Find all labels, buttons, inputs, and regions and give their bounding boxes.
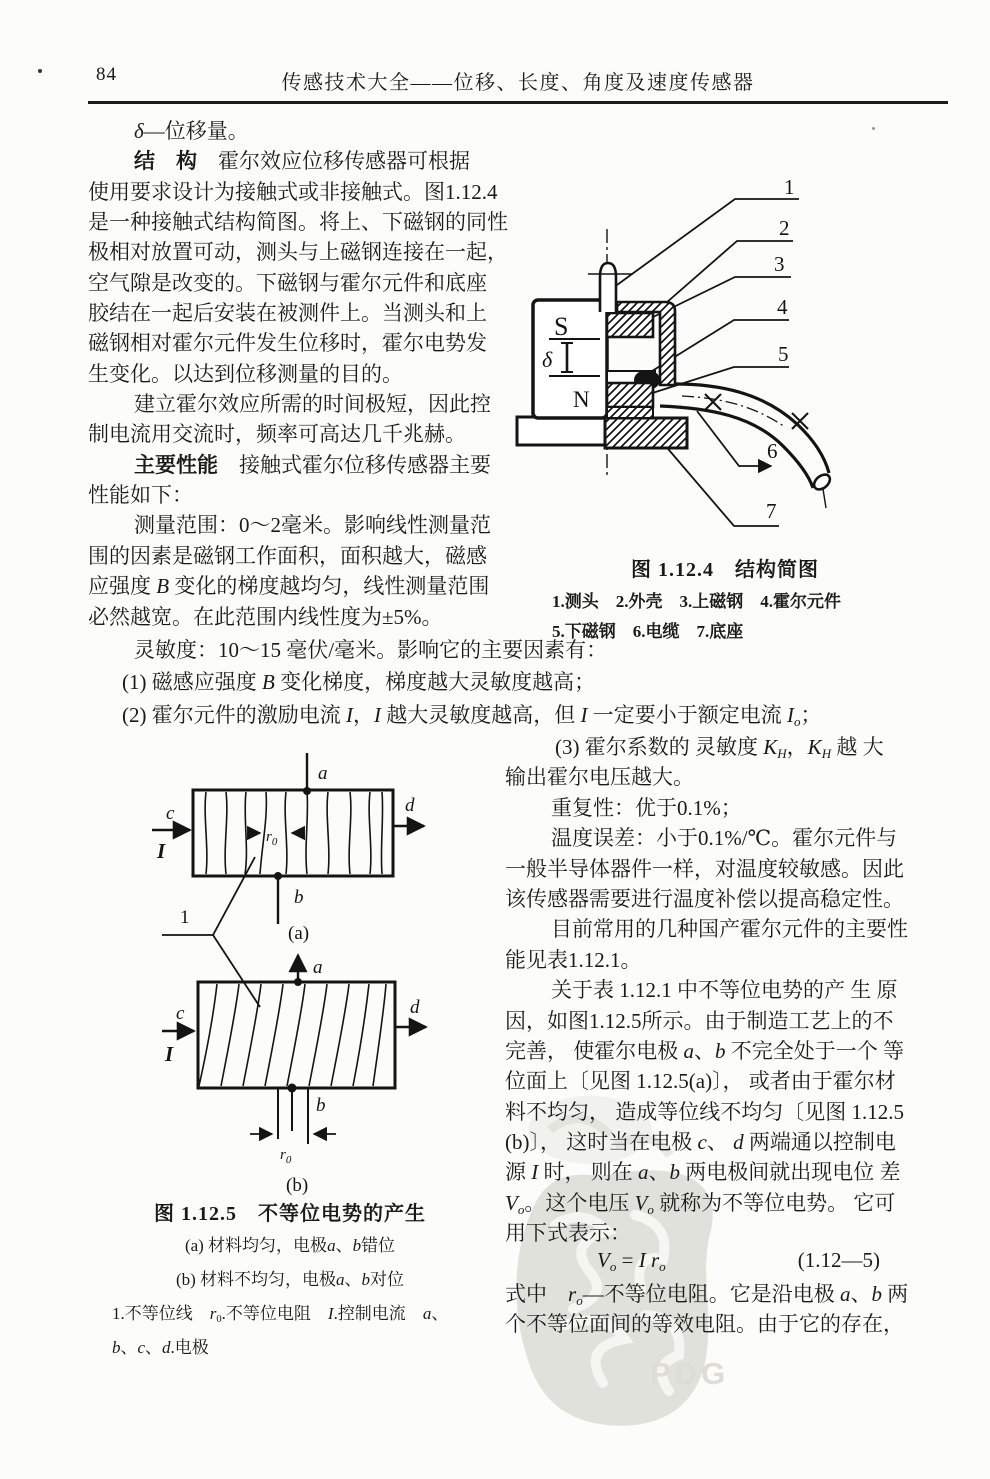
text-segment: I xyxy=(327,1304,334,1323)
text-segment: 一般半导体器件一样，对温度较敏感。因此 xyxy=(505,856,904,881)
text-segment: a xyxy=(422,1304,432,1323)
text-line xyxy=(505,1035,948,1065)
label-r0: $r_0$ xyxy=(280,1147,292,1166)
diagram-a xyxy=(152,753,424,1007)
text-segment: o xyxy=(659,1258,666,1274)
text-segment: 两 xyxy=(881,1282,909,1307)
text-segment: (2) 霍尔元件的激励电流 xyxy=(122,702,346,727)
text-segment: 越大灵敏度越高，但 xyxy=(381,702,581,727)
text-segment: ； xyxy=(800,702,822,727)
text-line xyxy=(505,731,948,761)
text-segment: 应强度 xyxy=(88,574,157,599)
text-line xyxy=(505,1217,948,1247)
text-segment: 是一种接触式结构简图。将上、下磁钢的同性 xyxy=(88,210,508,235)
label-sub-b: (b) xyxy=(286,1175,309,1196)
running-header-title: 传感技术大全——位移、长度、角度及速度传感器 xyxy=(281,72,755,94)
text-segment: r xyxy=(568,1282,577,1307)
text-segment: a xyxy=(638,1160,649,1185)
text-segment: 变化的梯度越均匀，线性测量范围 xyxy=(169,574,490,599)
text-line xyxy=(505,913,948,943)
label-sub-a: (a) xyxy=(288,923,310,944)
text-segment: o xyxy=(647,1201,654,1217)
text-segment: 式中 xyxy=(505,1282,568,1307)
text-segment: ， xyxy=(353,702,374,727)
callout-7-base: 7 xyxy=(766,499,777,523)
text-segment: 位面上〔见图 1.12.5(a)〕， 或者由于霍尔材 xyxy=(505,1069,896,1094)
text-segment: 料不均匀， 造成等位线不均匀〔见图 1.12.5 xyxy=(505,1099,904,1124)
text-segment: b xyxy=(871,1282,882,1307)
text-line xyxy=(88,601,498,631)
text-line xyxy=(505,792,948,822)
text-segment: 图 1.12.5 不等位电势的产生 xyxy=(154,1203,426,1225)
text-segment: 必然越宽。在此范围内线性度为±5%。 xyxy=(88,604,443,629)
text-line xyxy=(88,540,498,570)
label-electrode-b: b xyxy=(316,1095,326,1116)
text-segment: V xyxy=(597,1247,610,1272)
callout-4-hall-element: 4 xyxy=(777,295,788,319)
text-segment: 不完全处于一个 等 xyxy=(725,1038,904,1063)
label-electrode-b: b xyxy=(294,887,304,908)
text-segment: 、 xyxy=(694,1038,715,1063)
figure-structure-diagram xyxy=(505,155,965,555)
text-segment: b xyxy=(715,1038,726,1063)
text-segment: 目前常用的几种国产霍尔元件的主要性 xyxy=(551,917,908,942)
text-segment: 因，如图1.12.5所示。由于制造工艺上的不 xyxy=(505,1008,894,1033)
text-line xyxy=(88,297,498,327)
text-segment: V xyxy=(634,1190,648,1215)
text-line xyxy=(88,634,948,666)
text-segment: 两电极间就出现电位 差 xyxy=(680,1160,901,1185)
figure-4-legend-line1: 1.测头 2.外壳 3.上磁钢 4.霍尔元件 xyxy=(552,592,841,611)
text-line xyxy=(106,1197,474,1231)
text-segment: 。这个电压 xyxy=(524,1190,635,1215)
text-segment: —不等位电阻。它是沿电极 xyxy=(582,1282,840,1307)
text-segment: 重复性：优于0.1%； xyxy=(551,795,742,820)
full-width-text xyxy=(88,634,948,731)
figure-4-legend-line2: 5.下磁钢 6.电缆 7.底座 xyxy=(552,622,744,641)
text-segment: 0 xyxy=(216,1314,222,1326)
text-line xyxy=(88,358,498,388)
text-segment: 、 xyxy=(706,1130,734,1155)
callout-1-inequipotential-line: 1 xyxy=(180,907,190,928)
text-segment: 时， 则在 xyxy=(538,1160,638,1185)
text-segment: 个不等位面间的等效电阻。由于它的存在， xyxy=(505,1312,904,1337)
text-segment: 结 构 xyxy=(134,149,197,174)
page-number: 84 xyxy=(96,64,117,85)
label-current-I: I xyxy=(165,1042,174,1066)
text-segment: 用下式表示： xyxy=(505,1221,631,1246)
base-plate xyxy=(517,417,607,445)
text-segment: δ xyxy=(134,119,144,143)
text-segment: 磁钢相对霍尔元件发生位移时，霍尔电势发 xyxy=(88,331,487,356)
text-segment: 围的因素是磁钢工作面积，面积越大，磁感 xyxy=(88,543,487,568)
text-segment: r xyxy=(645,1247,660,1272)
text-segment: 源 xyxy=(505,1160,532,1185)
text-segment: 建立霍尔效应所需的时间极短，因此控 xyxy=(134,392,491,417)
text-line xyxy=(505,944,948,974)
text-segment: 制电流用交流时，频率可高达几千兆赫。 xyxy=(88,422,466,447)
text-line xyxy=(505,883,948,913)
text-segment: o xyxy=(794,713,801,729)
text-segment: I xyxy=(638,1247,646,1272)
text-segment: 越 大 xyxy=(831,735,884,759)
upper-magnet xyxy=(607,313,653,337)
scan-speck xyxy=(872,127,875,130)
text-line xyxy=(88,699,948,731)
text-segment: .控制电流 xyxy=(333,1304,423,1323)
text-segment: a xyxy=(839,1282,851,1307)
lower-magnet xyxy=(607,383,653,407)
text-segment: K xyxy=(807,735,822,759)
text-segment: 测量范围：0～2毫米。影响线性测量范 xyxy=(134,513,491,538)
text-segment: (b)〕， 这时当在电极 xyxy=(505,1130,698,1155)
text-segment: B xyxy=(156,574,170,599)
text-segment: I xyxy=(580,702,588,727)
text-line xyxy=(88,449,498,479)
base-block xyxy=(605,418,687,448)
text-segment: (b) 材料不均匀，电极 xyxy=(175,1270,337,1289)
text-line xyxy=(88,176,498,206)
text-segment: I xyxy=(787,702,794,727)
text-line xyxy=(106,1265,474,1299)
text-segment: (3) 霍尔系数的 灵敏度 xyxy=(555,735,764,759)
callout-2-housing: 2 xyxy=(779,216,790,240)
text-segment: r xyxy=(209,1304,217,1323)
text-line xyxy=(505,974,948,1004)
text-line xyxy=(106,1333,474,1367)
text-segment: (1) 磁感应强度 xyxy=(122,670,262,695)
figure-4-caption: 图 1.12.4 结构简图 xyxy=(631,559,819,581)
text-segment: 、 xyxy=(648,1160,670,1185)
text-segment: a xyxy=(683,1038,694,1063)
text-line xyxy=(88,145,498,175)
text-segment: 、 xyxy=(850,1282,872,1307)
text-line xyxy=(505,1065,948,1095)
text-segment: 对位 xyxy=(370,1270,405,1289)
text-segment: b xyxy=(669,1160,680,1185)
label-electrode-d: d xyxy=(405,795,415,816)
text-segment: I xyxy=(346,702,353,727)
callout-1-probe: 1 xyxy=(784,175,795,199)
text-segment: K xyxy=(763,735,778,759)
label-r0: $r_0$ xyxy=(266,829,278,848)
text-segment: c xyxy=(697,1130,707,1155)
text-segment: 变化梯度，梯度越大灵敏度越高； xyxy=(274,670,596,695)
text-line xyxy=(106,1231,474,1265)
text-segment: 、 xyxy=(335,1236,353,1255)
text-segment: H xyxy=(777,745,787,761)
text-segment: 生变化。以达到位移测量的目的。 xyxy=(88,361,403,386)
text-segment: 就称为不等位电势。 它可 xyxy=(653,1190,896,1215)
text-segment: b xyxy=(361,1270,371,1289)
text-segment: ， xyxy=(786,735,808,759)
text-line xyxy=(106,1299,474,1333)
text-line xyxy=(505,1156,948,1186)
label-electrode-d: d xyxy=(410,997,420,1018)
text-segment: a xyxy=(336,1270,345,1289)
text-segment: 温度误差：小于0.1%/℃。霍尔元件与 xyxy=(551,826,898,851)
text-line xyxy=(505,1187,948,1217)
text-line xyxy=(505,1308,948,1338)
label-current-I: I xyxy=(157,839,166,863)
text-segment: 胶结在一起后安装在被测件上。当测头和上 xyxy=(88,301,487,326)
text-line xyxy=(505,1126,948,1156)
text-segment: 、 xyxy=(344,1270,362,1289)
text-segment: H xyxy=(821,745,832,761)
text-line xyxy=(505,853,948,883)
text-segment: 灵敏度：10～15 毫伏/毫米。影响它的主要因素有： xyxy=(134,638,608,662)
text-segment: 、 xyxy=(431,1304,449,1323)
text-line xyxy=(88,509,498,539)
text-line xyxy=(505,822,948,852)
label-S-pole: S xyxy=(554,312,569,341)
text-segment: 该传感器需要进行温度补偿以提高稳定性。 xyxy=(505,886,904,911)
callout-6-cable: 6 xyxy=(767,439,778,463)
scan-speck xyxy=(38,69,42,73)
label-delta-gap: δ xyxy=(542,347,553,372)
text-segment: o xyxy=(576,1292,583,1308)
callout-5-lower-magnet: 5 xyxy=(778,342,789,366)
text-segment: 错位 xyxy=(361,1236,396,1255)
text-segment: .电极 xyxy=(170,1338,209,1357)
diagram-b xyxy=(162,955,426,1196)
text-segment: o xyxy=(609,1258,617,1274)
text-segment: V xyxy=(505,1190,518,1215)
text-line xyxy=(88,418,498,448)
text-segment: 1.不等位线 xyxy=(112,1304,210,1323)
figure-5-captions xyxy=(106,1197,474,1367)
label-electrode-a: a xyxy=(313,957,323,978)
text-segment: (a) 材料均匀，电极 xyxy=(184,1236,328,1255)
left-column-text xyxy=(88,115,508,631)
text-line xyxy=(505,1278,948,1308)
text-segment: b xyxy=(352,1236,362,1255)
text-segment: 空气隙是改变的。下磁钢与霍尔元件和底座 xyxy=(88,270,487,295)
text-segment: 完善， 使霍尔电极 xyxy=(505,1038,684,1063)
text-line xyxy=(505,1096,948,1126)
text-line xyxy=(88,206,508,236)
text-segment: c xyxy=(137,1338,146,1357)
text-segment: d xyxy=(162,1338,171,1357)
label-electrode-c: c xyxy=(166,803,175,824)
label-N-pole: N xyxy=(573,387,590,412)
text-line xyxy=(88,327,498,357)
text-segment: I xyxy=(531,1160,539,1185)
text-line xyxy=(88,479,498,509)
text-segment: b xyxy=(112,1338,121,1357)
text-segment: 关于表 1.12.1 中不等位电势的产 生 原 xyxy=(551,978,898,1003)
adhesive-pad xyxy=(607,407,653,418)
text-segment: = xyxy=(616,1247,639,1272)
text-line xyxy=(505,1005,948,1035)
text-segment: 、 xyxy=(120,1338,138,1357)
label-electrode-a: a xyxy=(318,763,328,784)
text-line xyxy=(88,236,508,266)
text-line xyxy=(505,1248,948,1278)
text-segment: 一定要小于额定电流 xyxy=(587,702,787,727)
text-segment: 性能如下： xyxy=(88,483,193,508)
text-line xyxy=(88,388,498,418)
text-segment: a xyxy=(327,1236,336,1255)
header-rule xyxy=(88,101,948,104)
equation-number: (1.12—5) xyxy=(797,1247,880,1272)
watermark-pdg-text: PDG xyxy=(650,1356,730,1391)
text-segment: 使用要求设计为接触式或非接触式。图1.12.4 xyxy=(88,179,498,204)
text-line xyxy=(88,666,948,698)
text-segment: I xyxy=(374,702,381,727)
text-segment: 极相对放置可动，测头与上磁钢连接在一起， xyxy=(88,240,508,265)
text-segment: 能见表1.12.1。 xyxy=(505,947,642,972)
text-segment: .不等位电阻 xyxy=(221,1304,328,1323)
text-segment: 霍尔效应位移传感器可根据 xyxy=(197,149,470,174)
right-column-text xyxy=(505,731,948,1339)
text-line xyxy=(88,115,498,145)
text-line xyxy=(505,761,948,791)
text-segment: B xyxy=(262,670,275,695)
text-segment: o xyxy=(517,1201,525,1217)
text-line xyxy=(88,267,498,297)
callout-3-upper-magnet: 3 xyxy=(774,252,785,276)
text-segment: —位移量。 xyxy=(143,119,249,143)
text-line xyxy=(88,570,498,600)
text-segment: 主要性能 xyxy=(134,452,218,477)
text-segment: 输出霍尔电压越大。 xyxy=(505,765,694,790)
text-segment: 两端通以控制电 xyxy=(743,1130,896,1155)
text-segment: d xyxy=(733,1130,744,1155)
text-segment: 接触式霍尔位移传感器主要 xyxy=(218,452,491,477)
label-electrode-c: c xyxy=(176,1003,185,1024)
figure-equipotential-diagram xyxy=(110,745,470,1197)
text-segment: 、 xyxy=(145,1338,163,1357)
